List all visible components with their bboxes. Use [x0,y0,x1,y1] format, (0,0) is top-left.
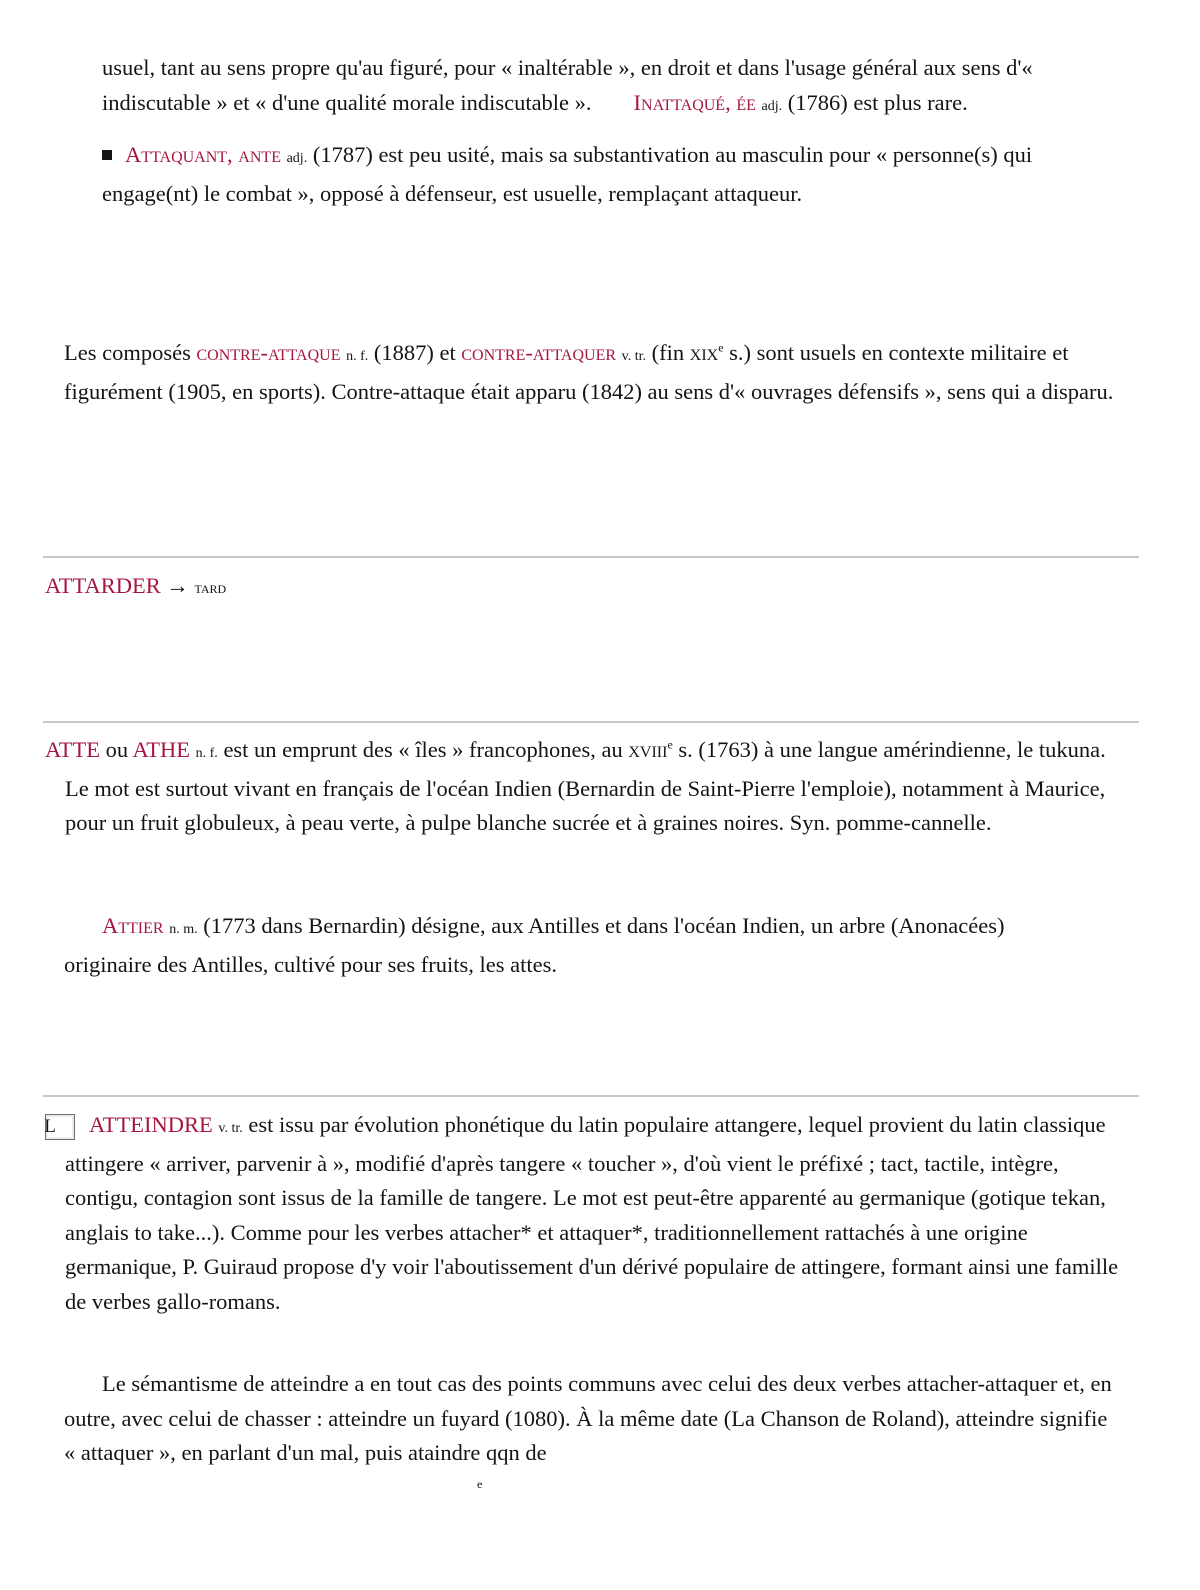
paragraph-text: (1773 dans Bernardin) désigne, aux Antilles et dans l'océan Indien, un arbre (Anonacées) originaire des Antilles, cultivé pour ses fruits, les attes. [64,913,1005,977]
paragraph-text: (1786) est plus rare. [787,89,968,115]
entry-atte [45,733,1115,841]
century-numeral: xix [689,340,719,365]
headword-attarder[interactable]: ATTARDER [45,573,161,598]
entry-atteindre [45,1108,1125,1319]
paragraph-text: s. (1763) à une langue amérindienne, le tukuna. Le mot est surtout vivant en français de l'océan Indien (Bernardin de Saint-Pierre l'emploie), notamment à Maurice, pour un fruit globuleux, à peau verte, à pulpe blanche sucrée et à graines noires. Syn. pomme-cannelle. [65,737,1106,835]
subentry-attier [64,909,1084,982]
century-superscript: e [718,340,724,355]
compounds-paragraph [64,336,1114,409]
headword-atteindre: ATTEINDRE [89,1112,213,1137]
paragraph-inaltérable [102,51,1142,124]
entry-continuation [102,51,1142,211]
century-superscript: e [667,737,673,752]
entry-divider [43,721,1139,723]
paragraph-text: est issu par évolution phonétique du latin populaire attangere, lequel provient du latin classique attingere « arriver, parvenir à », modifié d'après tangere « toucher », d'où vient le préfixé ; tact, tactile, intègre, contigu, contagion sont issus de la famille de tangere. Le mot est peut-être apparenté au germanique (gotique tekan, anglais to take...). Comme pour les verbes attacher* et attaquer*, traditionnellement rattachés à une origine germanique, P. Guiraud propose d'y voir l'aboutissement d'un dérivé populaire de attingere, formant ainsi une famille de verbes gallo-romans. [65,1112,1119,1314]
latin-origin-badge: L [45,1114,75,1140]
footer-mark: e [477,1477,483,1491]
cross-reference-link[interactable]: tard [194,578,227,597]
paragraph-text: usuel, tant au sens propre qu'au figuré, pour « inaltérable », en droit et dans l'usage général aux sens d'« indiscutable » et « d'une qualité morale indiscutable ». [102,55,1033,115]
headword-atte: ATTE [45,737,100,762]
atteindre-paragraph-2 [64,1367,1122,1471]
headword-athe: ATHE [132,737,191,762]
paragraph-text: (1887) et [373,340,456,365]
pos-label: n. f. [195,746,218,761]
paragraph-text: Les composés [64,340,191,365]
bullet-square-icon [102,150,112,160]
cross-reference-arrow-icon: → [166,573,189,598]
headword-inattaque: Inattaqué, ée [633,89,756,115]
entry-divider [43,556,1139,558]
entry-attarder [45,569,226,606]
pos-label: adj. [286,151,308,166]
pos-label: adj. [761,98,783,114]
headword-attier: Attier [102,913,164,938]
pos-label: v. tr. [621,349,647,364]
headword-contre-attaquer: contre-attaquer [461,340,617,365]
conjunction-text: ou [105,737,129,762]
paragraph-text: s.) sont usuels en contexte militaire et figurément (1905, en sports). Contre-attaque était apparu (1842) au sens d'« ouvrages défensifs », sens qui a disparu. [64,340,1114,404]
paragraph-attaquant [102,138,1062,211]
paragraph-text: est un emprunt des « îles » francophones, au [223,737,623,762]
pos-label: n. f. [346,349,369,364]
entry-divider [43,1095,1139,1097]
headword-attaquant: Attaquant, ante [125,142,281,167]
paragraph-text: (fin [651,340,685,365]
century-numeral: xviii [628,737,668,762]
pos-label: n. m. [169,922,198,937]
pos-label: v. tr. [218,1121,243,1136]
headword-contre-attaque: contre-attaque [196,340,341,365]
paragraph-text: (1787) est peu usité, mais sa substantivation au masculin pour « personne(s) qui engage(nt) le combat », opposé à défenseur, est usuelle, remplaçant attaqueur. [102,142,1033,206]
paragraph-text: Le sémantisme de atteindre a en tout cas des points communs avec celui des deux verbes attacher-attaquer et, en outre, avec celui de chasser : atteindre un fuyard (1080). À la même date (La Chanson de Roland), atteindre signifie « attaquer », en parlant d'un mal, puis ataindre qqn de [64,1371,1112,1465]
